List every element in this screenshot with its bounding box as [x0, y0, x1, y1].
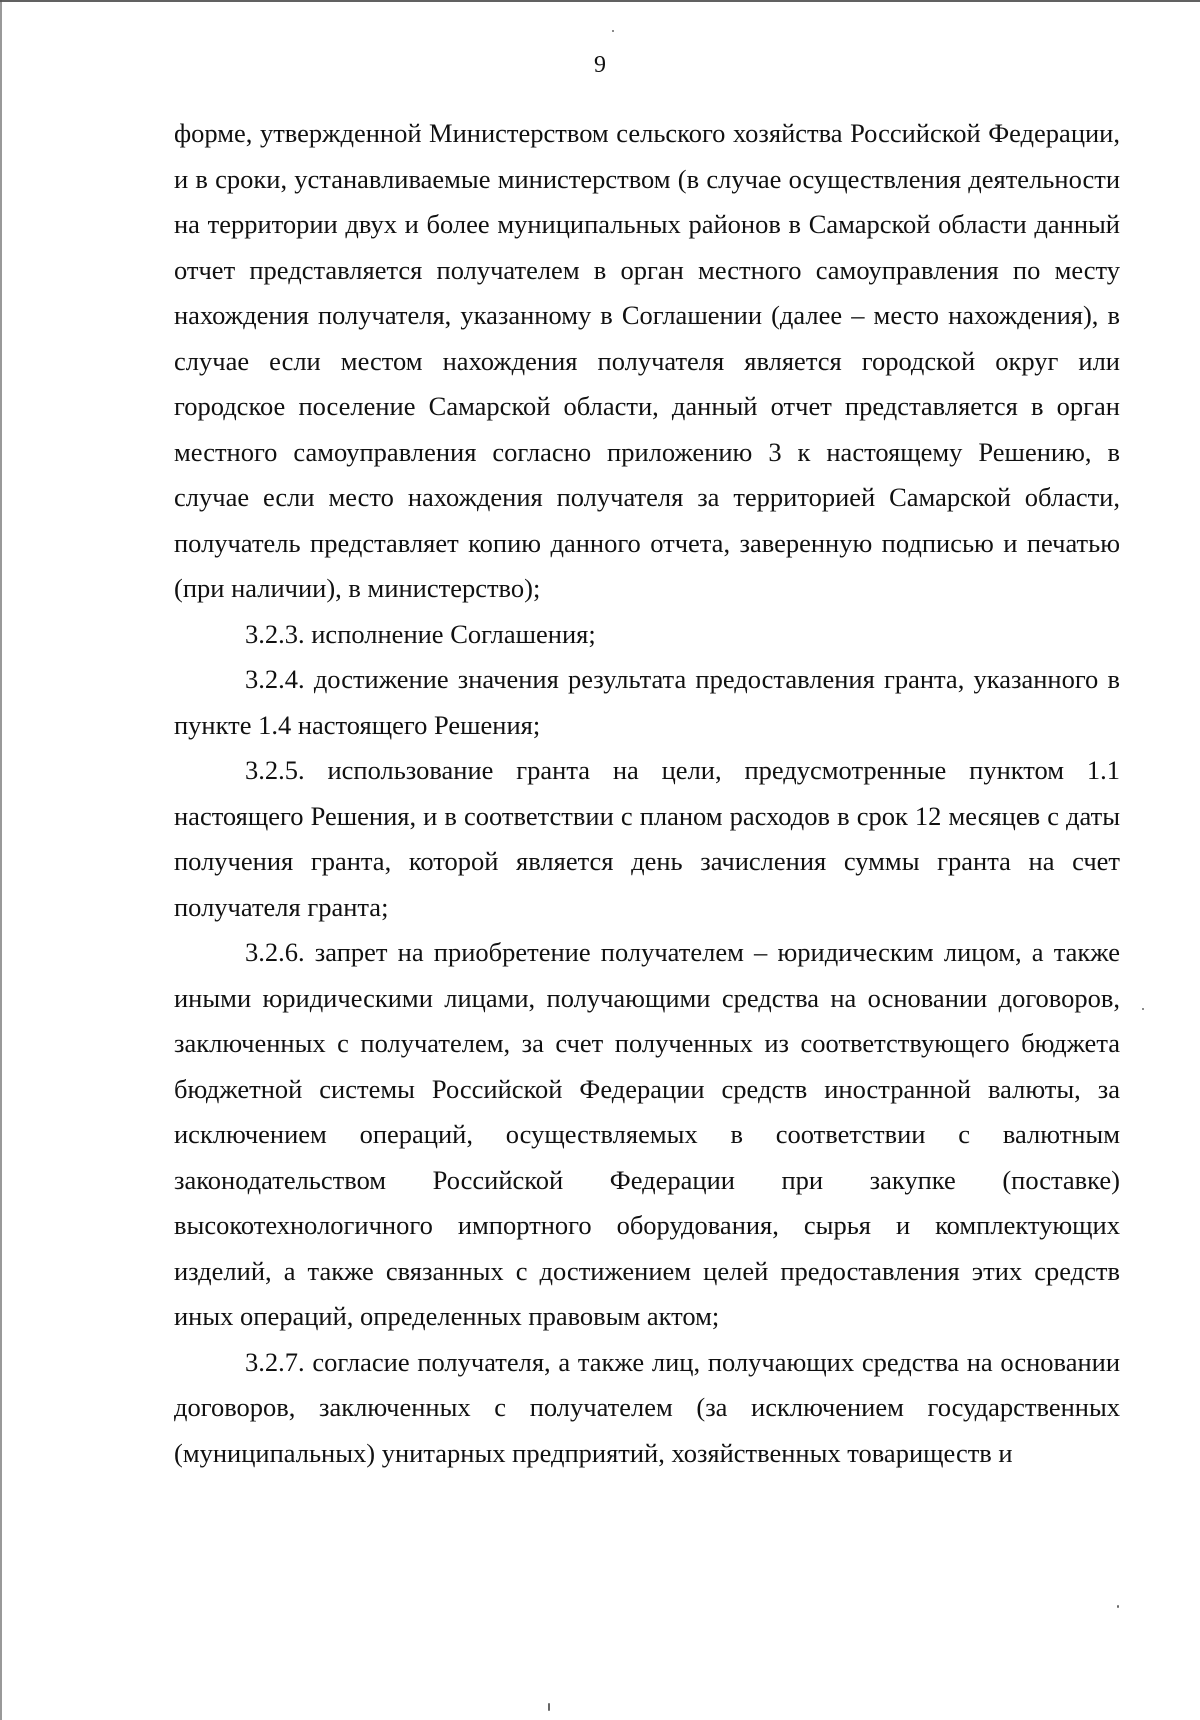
scan-speck	[1142, 1008, 1144, 1010]
paragraph-3-2-6: 3.2.6. запрет на приобретение получателем – юридическим лицом, а также иными юридическими лицами, получающими средства на основании договоров, заключенных с получателем, за счет полученных из соответствующего бюджета бюджетной системы Российской Федерации средств иностранной валюты, за исключением операций, осуществляемых в соответствии с валютным законодательством Российской Федерации при закупке (поставке) высокотехнологичного импортного оборудования, сырья и комплектующих изделий, а также связанных с достижением целей предоставления этих средств иных операций, определенных правовым актом;	[174, 937, 1120, 1331]
page-number: 9	[594, 52, 606, 78]
paragraph-3-2-4: 3.2.4. достижение значения результата предоставления гранта, указанного в пункте 1.4 настоящего Решения;	[174, 664, 1120, 740]
scan-speck	[1117, 1605, 1119, 1608]
paragraph-3-2-5: 3.2.5. использование гранта на цели, предусмотренные пунктом 1.1 настоящего Решения, и в соответствии с планом расходов в срок 12 месяцев с даты получения гранта, которой является день зачисления суммы гранта на счет получателя гранта;	[174, 755, 1120, 922]
scan-edge-left	[0, 0, 2, 1720]
scan-edge-top	[0, 0, 1200, 2]
document-body	[174, 111, 1120, 1476]
paragraph-3-2-7: 3.2.7. согласие получателя, а также лиц, получающих средства на основании договоров, заключенных с получателем (за исключением государственных (муниципальных) унитарных предприятий, хозяйственных товариществ и	[174, 1346, 1120, 1468]
scan-speck	[548, 1703, 550, 1711]
scan-speck	[612, 30, 614, 32]
paragraph-3-2-3: 3.2.3. исполнение Соглашения;	[245, 618, 596, 649]
paragraph-continuation: форме, утвержденной Министерством сельского хозяйства Российской Федерации, и в сроки, устанавливаемые министерством (в случае осуществления деятельности на территории двух и более муниципальных районов в Самарской области данный отчет представляется получателем в орган местного самоуправления по месту нахождения получателя, указанному в Соглашении (далее – место нахождения), в случае если местом нахождения получателя является городской округ или городское поселение Самарской области, данный отчет представляется в орган местного самоуправления согласно приложению 3 к настоящему Решению, в случае если место нахождения получателя за территорией Самарской области, получатель представляет копию данного отчета, заверенную подписью и печатью (при наличии), в министерство);	[174, 118, 1120, 603]
